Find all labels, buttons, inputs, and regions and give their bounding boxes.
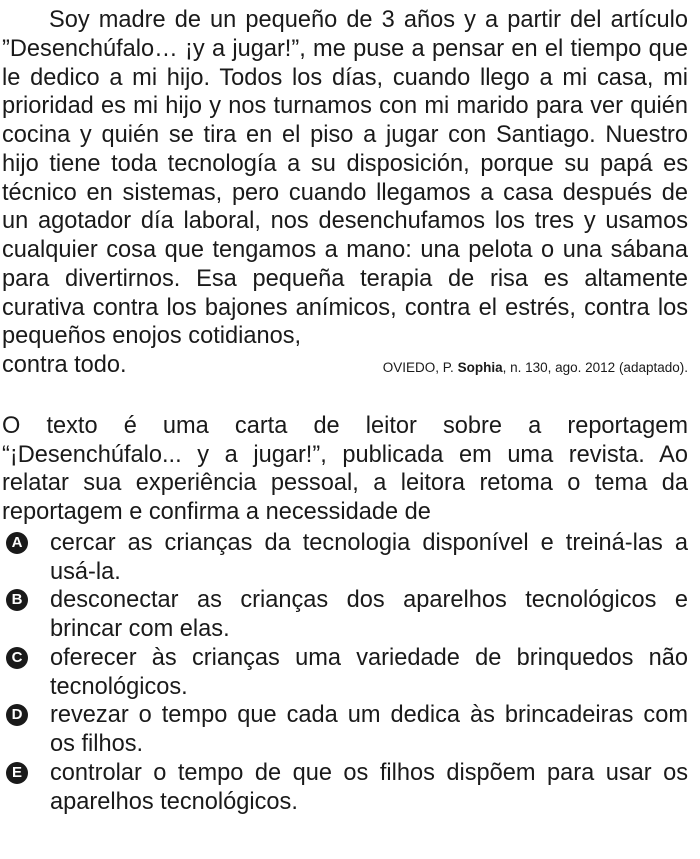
- option-b[interactable]: [2, 586, 688, 644]
- option-letter-badge: B: [6, 589, 28, 611]
- option-letter-badge: C: [6, 647, 28, 669]
- option-c[interactable]: [2, 644, 688, 702]
- option-letter-badge: D: [6, 704, 28, 726]
- option-d[interactable]: [2, 701, 688, 759]
- option-text: revezar o tempo que cada um dedica às brincadeiras com os filhos.: [50, 702, 688, 757]
- question-block: [2, 412, 688, 527]
- option-text: controlar o tempo de que os filhos dispõem para usar os aparelhos tecnológicos.: [50, 759, 688, 815]
- source-details: , n. 130, ago. 2012 (adaptado).: [502, 360, 688, 375]
- option-text: oferecer às crianças uma variedade de brinquedos não tecnológicos.: [50, 644, 688, 700]
- option-text: cercar as crianças da tecnologia disponível e treiná-las a usá-la.: [50, 529, 688, 585]
- passage-last-line: [2, 351, 688, 383]
- question-stem: O texto é uma carta de leitor sobre a reportagem “¡Desenchúfalo... y a jugar!”, publicada em uma revista. Ao relatar sua experiência pessoal, a leitora retoma o tema da reportagem e confirma a necessidade de: [2, 412, 688, 525]
- option-letter-badge: E: [6, 762, 28, 784]
- source-citation: [383, 354, 688, 383]
- option-text: desconectar as crianças dos aparelhos tecnológicos e brincar com elas.: [50, 587, 688, 642]
- option-a[interactable]: [2, 529, 688, 587]
- passage-closing: contra todo.: [2, 352, 127, 378]
- option-e[interactable]: [2, 759, 688, 817]
- reader-letter-passage: [2, 6, 688, 383]
- passage-body: Soy madre de un pequeño de 3 años y a partir del artículo ”Desenchúfalo… ¡y a jugar!”, me puse a pensar en el tiempo que le dedico a mi hijo. Todos los días, cuando llego a mi casa, mi prioridad es mi hijo y nos turnamos con mi marido para ver quién cocina y quién se tira en el piso a jugar con Santiago. Nuestro hijo tiene toda tecnología a su disposición, porque su papá es técnico en sistemas, pero cuando llegamos a casa después de un agotador día laboral, nos desenchufamos los tres y usamos cualquier cosa que tengamos a mano: una pelota o una sábana para divertirnos. Esa pequeña terapia de risa es altamente curativa contra los bajones anímicos, contra el estrés, contra los pequeños enojos cotidianos,: [2, 7, 688, 350]
- option-letter-badge: A: [6, 532, 28, 554]
- answer-options: [2, 529, 688, 817]
- source-publication: Sophia: [457, 360, 503, 375]
- source-author: OVIEDO, P.: [382, 360, 454, 375]
